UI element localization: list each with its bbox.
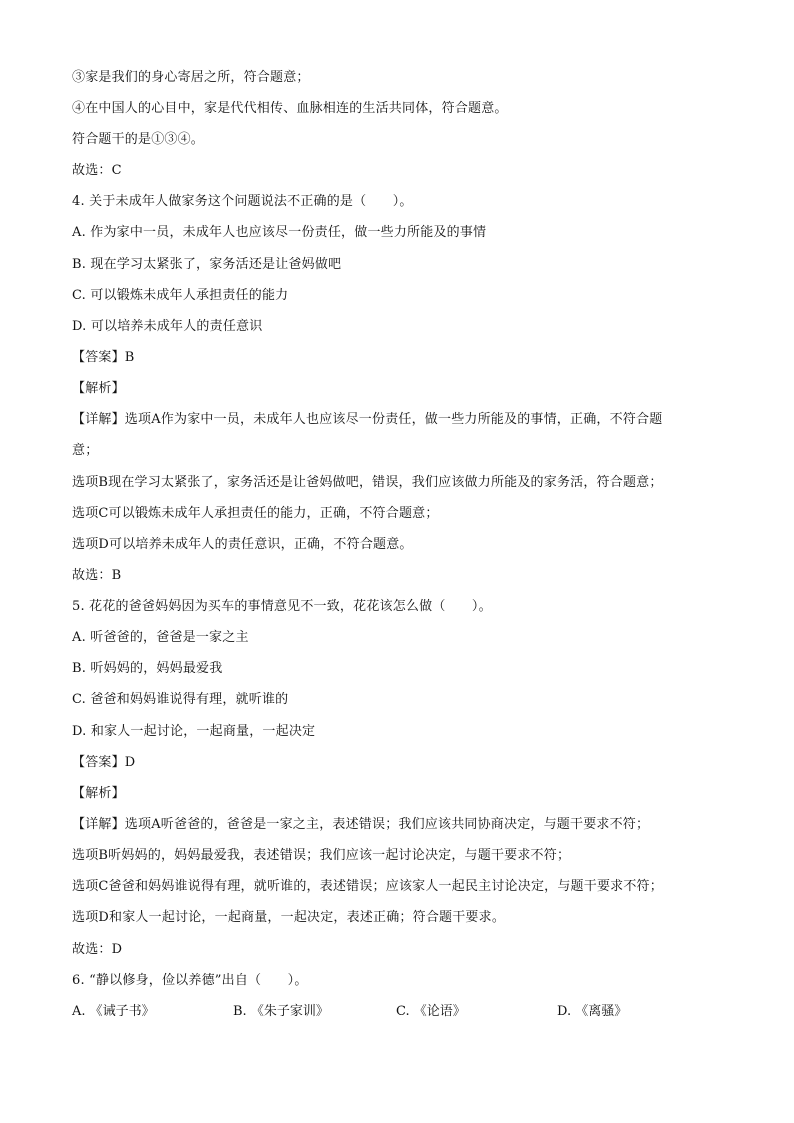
text-line: ④在中国人的心目中，家是代代相传、血脉相连的生活共同体，符合题意。 [72, 101, 508, 116]
q6-option-a: A. 《诫子书》 [72, 1004, 155, 1019]
answer-line: 故选：C [72, 163, 122, 178]
analysis-label: 【解析】 [72, 786, 125, 801]
question-4: 4. 关于未成年人做家务这个问题说法不正确的是（ ）。 [72, 194, 413, 209]
option-c: C. 可以锻炼未成年人承担责任的能力 [72, 288, 289, 303]
detail-line: 选项C可以锻炼未成年人承担责任的能力，正确，不符合题意； [72, 506, 439, 521]
text-line: 符合题干的是①③④。 [72, 132, 205, 147]
option-a: A. 听爸爸的，爸爸是一家之主 [72, 630, 249, 645]
detail-line: 【详解】选项A作为家中一员，未成年人也应该尽一份责任，做一些力所能及的事情，正确，不符合题 [72, 412, 663, 427]
answer-label: 【答案】B [72, 350, 135, 365]
q6-option-b: B. 《朱子家训》 [233, 1004, 329, 1019]
detail-line: 意； [72, 443, 99, 458]
analysis-label: 【解析】 [72, 381, 125, 396]
detail-line: 选项D可以培养未成年人的责任意识，正确，不符合题意。 [72, 537, 413, 552]
option-c: C. 爸爸和妈妈谁说得有理，就听谁的 [72, 692, 289, 707]
q6-option-d: D. 《离骚》 [557, 1004, 628, 1019]
text-line: ③家是我们的身心寄居之所，符合题意； [72, 70, 310, 85]
option-d: D. 可以培养未成年人的责任意识 [72, 319, 263, 334]
question-6: 6. “静以修身，俭以养德”出自（ ）。 [72, 973, 308, 988]
option-a: A. 作为家中一员，未成年人也应该尽一份责任，做一些力所能及的事情 [72, 225, 487, 240]
answer-line: 故选：D [72, 942, 123, 957]
option-d: D. 和家人一起讨论，一起商量，一起决定 [72, 724, 316, 739]
detail-line: 选项B听妈妈的，妈妈最爱我，表述错误；我们应该一起讨论决定，与题干要求不符； [72, 848, 571, 863]
detail-line: 【详解】选项A听爸爸的，爸爸是一家之主，表述错误；我们应该共同协商决定，与题干要求不符； [72, 817, 650, 832]
detail-line: 选项B现在学习太紧张了，家务活还是让爸妈做吧，错误，我们应该做力所能及的家务活，符合题意； [72, 475, 663, 490]
answer-line: 故选：B [72, 568, 122, 583]
option-b: B. 现在学习太紧张了，家务活还是让爸妈做吧 [72, 257, 342, 272]
option-b: B. 听妈妈的，妈妈最爱我 [72, 661, 223, 676]
question-5: 5. 花花的爸爸妈妈因为买车的事情意见不一致，花花该怎么做（ ）。 [72, 599, 492, 614]
detail-line: 选项C爸爸和妈妈谁说得有理，就听谁的，表述错误；应该家人一起民主讨论决定，与题干要求不符； [72, 879, 663, 894]
answer-label: 【答案】D [72, 755, 136, 770]
q6-option-c: C. 《论语》 [396, 1004, 466, 1019]
detail-line: 选项D和家人一起讨论，一起商量，一起决定，表述正确；符合题干要求。 [72, 910, 506, 925]
